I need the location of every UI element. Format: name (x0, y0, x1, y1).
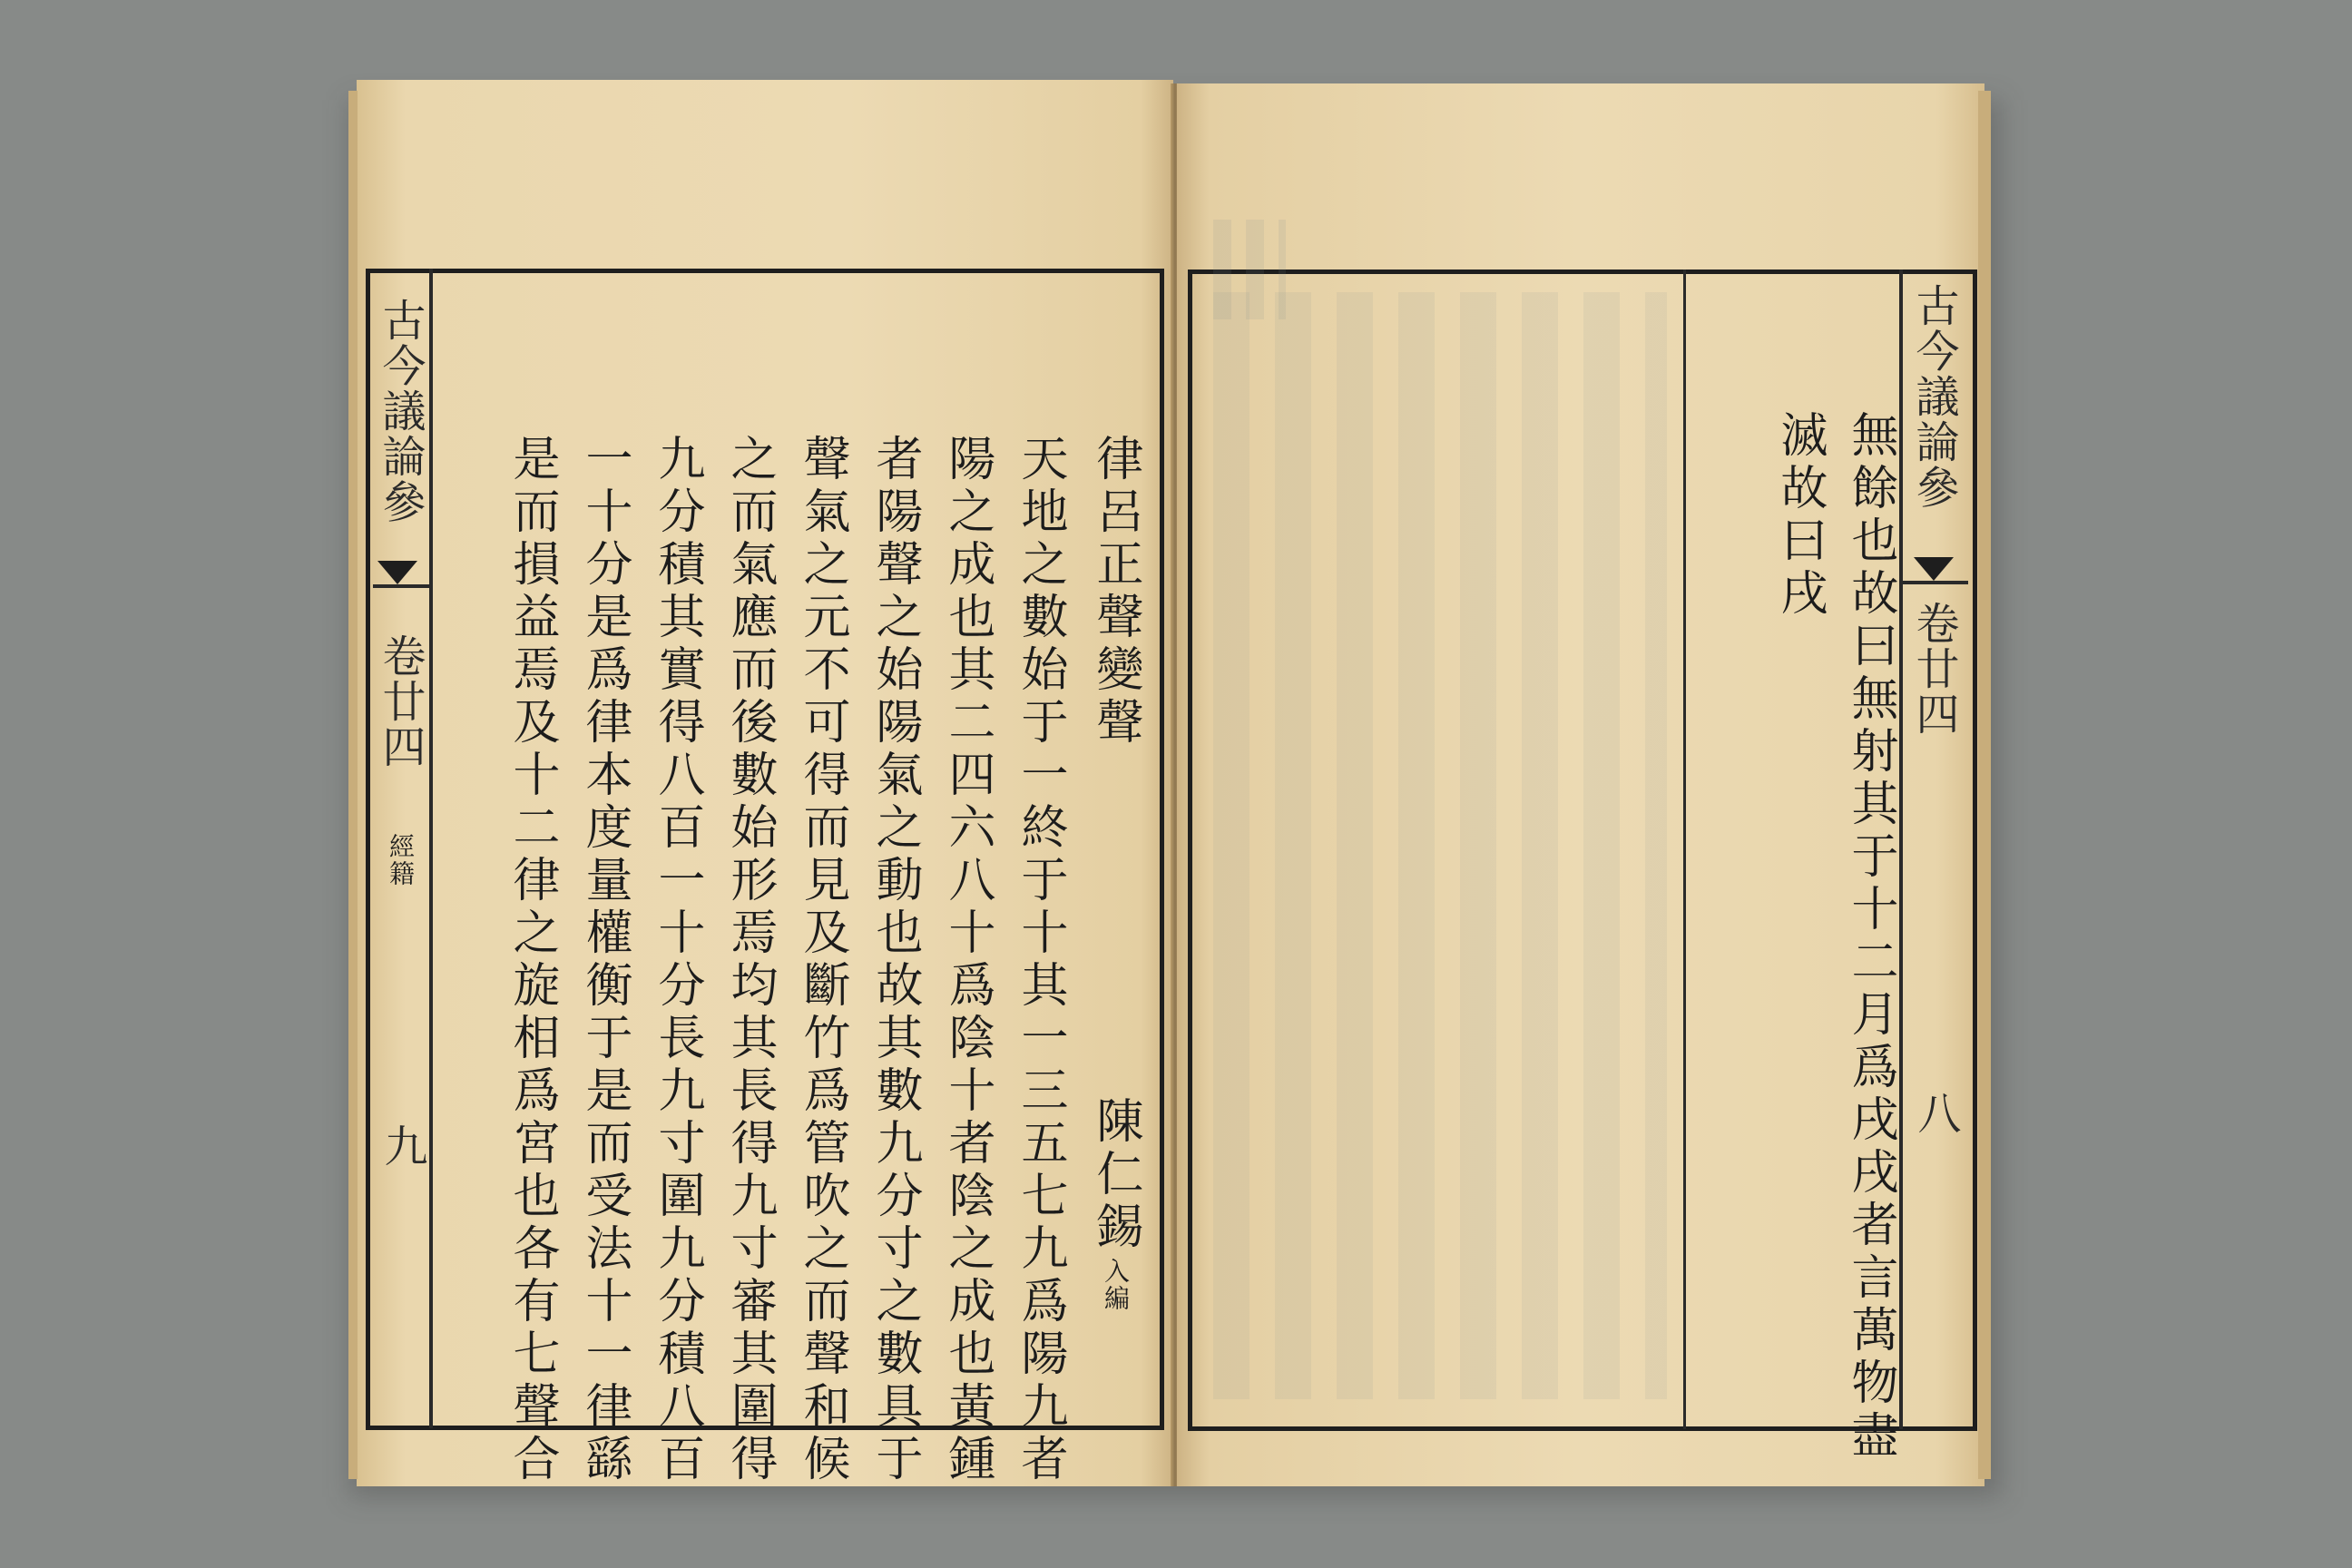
right-inner-frame-rule (1683, 270, 1686, 1429)
right-page (1177, 83, 1984, 1486)
right-column-2: 滅故曰戌 (1772, 410, 1827, 621)
left-column-7: 一十分是爲律本度量權衡于是而受法十一律繇 (577, 434, 632, 1486)
left-heading: 律呂正聲變聲 (1088, 434, 1142, 750)
left-column-1: 天地之數始于一終于十其一三五七九爲陽九者 (1013, 434, 1067, 1486)
left-page-edge (348, 91, 358, 1479)
right-page-edge (1978, 91, 1991, 1479)
left-column-5: 之而氣應而後數始形焉均其長得九寸審其圍得 (722, 434, 777, 1486)
left-page (357, 80, 1173, 1486)
left-margin-title: 古今議論參 (375, 298, 426, 524)
left-fishtail-line (373, 584, 429, 588)
left-margin-volume: 卷廿四 (375, 633, 426, 769)
left-column-3: 者陽聲之始陽氣之動也故其數九分寸之數具于 (867, 434, 922, 1486)
right-margin-page-number: 八 (1910, 1091, 1961, 1136)
left-author-note: 入編 (1101, 1258, 1131, 1312)
left-column-8: 是而損益焉及十二律之旋相爲宮也各有七聲合 (505, 434, 559, 1486)
right-column-1: 無餘也故曰無射其于十二月爲戌戌者言萬物盡 (1843, 410, 1897, 1463)
right-margin-title: 古今議論參 (1908, 283, 1959, 510)
right-fishtail-line (1903, 581, 1968, 584)
right-bleed-through (1213, 292, 1667, 1399)
left-column-4: 聲氣之元不可得而見及斷竹爲管吹之而聲和候 (795, 434, 849, 1486)
right-margin-volume: 卷廿四 (1908, 601, 1959, 737)
right-fishtail-mark (1914, 557, 1954, 581)
right-bleed-through-upper (1213, 220, 1286, 319)
left-author: 陳仁錫 (1088, 1096, 1142, 1254)
left-margin-rule (429, 269, 433, 1428)
right-margin-rule (1899, 270, 1903, 1429)
left-fishtail-mark (377, 561, 417, 584)
left-margin-category: 經籍 (386, 833, 416, 887)
left-column-2: 陽之成也其二四六八十爲陰十者陰之成也黃鍾 (940, 434, 995, 1486)
left-margin-page-number: 九 (377, 1123, 427, 1169)
left-column-6: 九分積其實得八百一十分長九寸圍九分積八百 (650, 434, 704, 1486)
